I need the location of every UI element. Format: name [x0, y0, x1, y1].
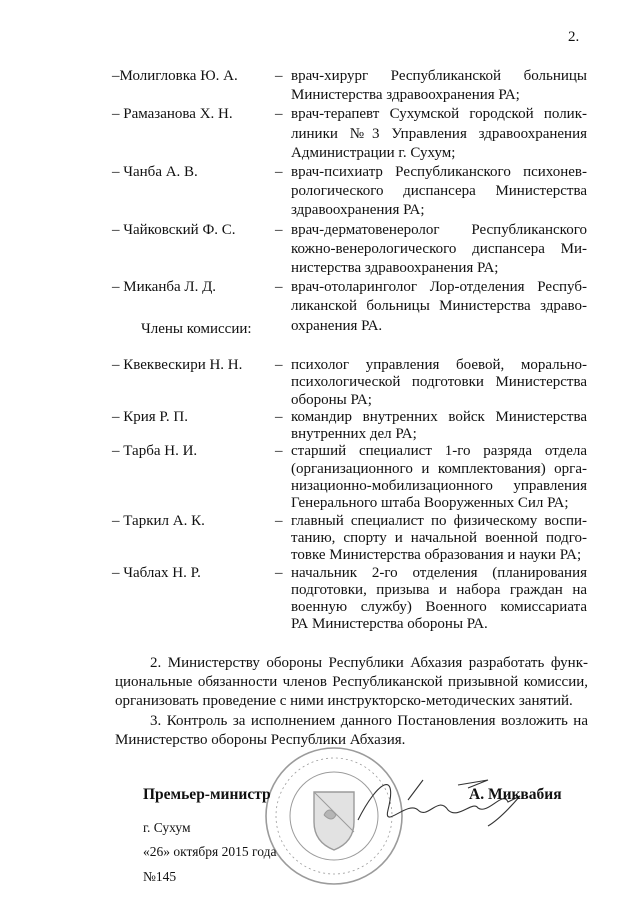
position-line: (организационного и комплектования) орга-: [291, 460, 587, 477]
position-line: нистерства здравоохранения РА;: [291, 260, 499, 277]
list-item: [112, 443, 592, 512]
paragraph-line: организовать проведение с ними инструкторско-методических занятий.: [115, 693, 573, 710]
list-item: [112, 409, 592, 444]
member-name: – Квеквескири Н. Н.: [112, 357, 243, 373]
position-line: старший специалист 1-го разряда отдела: [291, 443, 587, 460]
member-position: [291, 565, 587, 634]
member-position: [291, 221, 587, 279]
position-line: психологической подготовки Министерства: [291, 374, 587, 391]
list-item: [112, 67, 592, 105]
position-line: главный специалист по физическому воспи-: [291, 512, 587, 529]
position-line: врач-отоларинголог Лор-отделения Респуб-: [291, 279, 587, 296]
position-line: ликанской больницы Министерства здраво-: [291, 298, 587, 315]
member-position: [291, 278, 587, 336]
paragraph-line: циональные обязанности членов Республиканской призывной комиссии,: [115, 674, 588, 691]
stamp-and-signature: [258, 740, 588, 890]
dash: –: [275, 408, 283, 425]
dash: –: [275, 357, 283, 373]
dash: –: [275, 221, 283, 238]
position-line: низационно-мобилизационного управления: [291, 478, 587, 495]
member-name: – Чаблах Н. Р.: [112, 564, 201, 581]
position-line: танию, спорту и начальной военной подго-: [291, 529, 587, 546]
member-name: – Чанба А. В.: [112, 164, 198, 181]
member-position: [291, 513, 587, 565]
member-name: – Рамазанова Х. Н.: [112, 106, 233, 123]
member-position: [291, 357, 587, 409]
position-line: обороны РА;: [291, 391, 372, 408]
position-line: Генерального штаба Вооруженных Сил РА;: [291, 495, 569, 512]
position-line: линики №3 Управления здравоохранения: [291, 125, 587, 142]
paragraph-2: [115, 654, 588, 712]
position-line: РА Министерства обороны РА.: [291, 616, 488, 633]
commission-members-list: [112, 357, 592, 634]
member-position: [291, 443, 587, 512]
position-line: врач-хирург Республиканской больницы: [291, 68, 587, 84]
member-position: [291, 163, 587, 221]
position-line: подготовки, призыва и набора граждан на: [291, 581, 587, 598]
date: «26» октября 2015 года: [143, 844, 277, 859]
member-name: – Тарба Н. И.: [112, 443, 198, 460]
place: г. Сухум: [143, 820, 191, 835]
list-item: [112, 357, 592, 409]
list-item: [112, 105, 592, 163]
position-line: военную службу) Военного комиссариата: [291, 599, 587, 616]
member-name: – Крия Р. П.: [112, 408, 188, 425]
dash: –: [275, 164, 283, 181]
position-line: здравоохранения РА;: [291, 202, 425, 219]
dash: –: [275, 512, 283, 529]
position-line: внутренних дел РА;: [291, 426, 417, 443]
dash: –: [275, 68, 283, 84]
member-name: – Миканба Л. Д.: [112, 279, 217, 296]
position-line: психолог управления боевой, морально-: [291, 357, 587, 373]
list-item: [112, 221, 592, 279]
signature-title: Премьер-министр: [143, 786, 271, 803]
commission-list-1: [112, 67, 592, 336]
list-item: [112, 513, 592, 565]
position-line: товке Министерства образования и науки РА;: [291, 547, 582, 564]
position-line: Министерства здравоохранения РА;: [291, 87, 520, 104]
member-name: – Чайковский Ф. С.: [112, 221, 236, 238]
position-line: врач-терапевт Сухумской городской полик-: [291, 106, 587, 123]
position-line: врач-дерматовенеролог Республиканского: [291, 221, 587, 238]
official-seal: [266, 748, 402, 884]
position-line: начальник 2-го отделения (планирования: [291, 564, 587, 581]
dash: –: [275, 106, 283, 123]
position-line: командир внутренних войск Министерства: [291, 408, 587, 425]
signatory-name: А. Миквабия: [469, 786, 562, 803]
position-line: охранения РА.: [291, 317, 383, 334]
position-line: Администрации г. Сухум;: [291, 144, 456, 161]
position-line: врач-психиатр Республиканского психонев-: [291, 164, 587, 181]
position-line: кожно-венерологического диспансера Ми-: [291, 240, 587, 257]
page-number: 2.: [568, 29, 580, 45]
dash: –: [275, 443, 283, 460]
member-position: [291, 409, 587, 444]
document-number: №145: [143, 869, 177, 884]
member-name: – Таркил А. К.: [112, 512, 205, 529]
members-heading: Члены комиссии:: [141, 321, 252, 337]
list-item: [112, 565, 592, 634]
position-line: рологического диспансера Министерства: [291, 183, 587, 200]
member-position: [291, 105, 587, 163]
paragraph-line: 2. Министерству обороны Республики Абхазия разработать функ-: [150, 655, 588, 671]
dash: –: [275, 564, 283, 581]
member-position: [291, 67, 587, 105]
dash: –: [275, 279, 283, 296]
paragraph-line: 3. Контроль за исполнением данного Постановления возложить на: [150, 713, 588, 729]
paragraph-line: Министерство обороны Республики Абхазия.: [115, 732, 406, 749]
list-item: [112, 163, 592, 221]
member-name: –Молигловка Ю. А.: [112, 68, 238, 84]
